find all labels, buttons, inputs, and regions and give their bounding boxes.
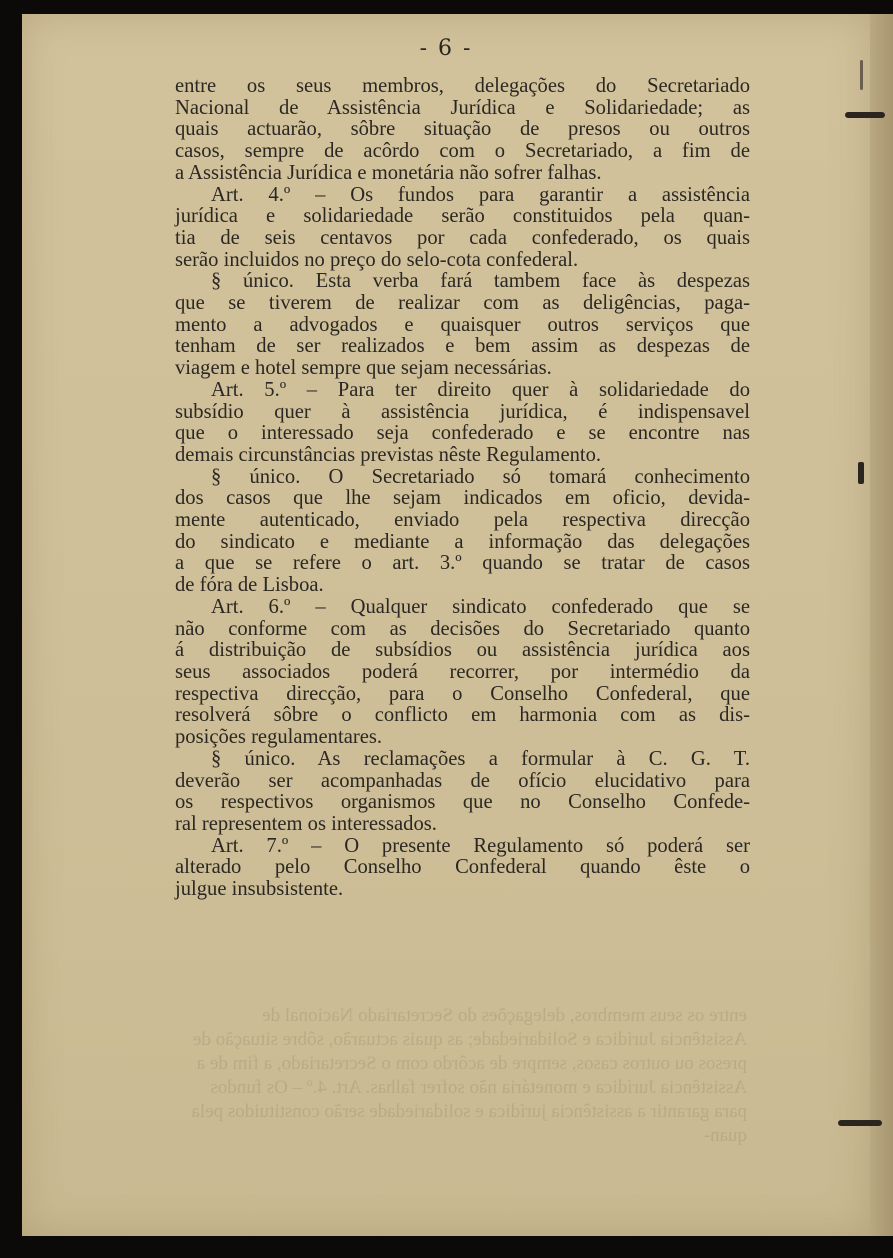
body-text xyxy=(175,76,750,901)
text-line: Art. 7.º – O presente Regulamento só poderá ser xyxy=(211,834,750,857)
binding-edge xyxy=(870,14,893,1236)
text-line: mente autenticado, enviado pela respectiva direcção xyxy=(175,509,750,532)
text-line: os respectivos organismos que no Conselho Confede- xyxy=(175,791,750,814)
text-line: Art. 6.º – Qualquer sindicato confederado que se xyxy=(211,595,750,618)
text-line: posições regulamentares. xyxy=(175,726,383,749)
text-line: entre os seus membros, delegações do Secretariado xyxy=(175,75,750,97)
text-line: tenham de ser realizados e bem assim as despezas de xyxy=(175,335,750,358)
bleed-through-text: entre os seus membros, delegações do Secretariado Nacional de Assistência Jurídica e Solidariedade; as quais actuarão, sôbre situação de presos ou outros casos, sempre de acôrdo com o Secretariado, a fim de a Assistência Jurídica e monetária não sofrer falhas. Art. 4.º – Os fundos para garantir a assistência jurídica e solidariedade serão constituidos pela quan- xyxy=(191,1005,747,1146)
text-line: á distribuição de subsídios ou assistência jurídica aos xyxy=(175,639,750,662)
text-line: quais actuarão, sôbre situação de presos ou outros xyxy=(175,118,750,141)
text-line: de fóra de Lisboa. xyxy=(175,574,324,597)
text-line: resolverá sôbre o conflicto em harmonia com as dis- xyxy=(175,704,750,727)
document-page xyxy=(22,14,870,1236)
text-line: casos, sempre de acôrdo com o Secretariado, a fim de xyxy=(175,140,750,163)
text-line: viagem e hotel sempre que sejam necessárias. xyxy=(175,357,552,380)
text-line: demais circunstâncias previstas nêste Regulamento. xyxy=(175,443,602,466)
binding-mark xyxy=(845,112,885,118)
text-line: subsídio quer à assistência jurídica, é indispensavel xyxy=(175,400,750,423)
text-line: seus associados poderá recorrer, por intermédio da xyxy=(175,660,750,683)
text-line: mento a advogados e quaisquer outros serviços que xyxy=(175,313,750,336)
text-line: que se tiverem de realizar com as deligências, paga- xyxy=(175,292,750,315)
text-line: Art. 5.º – Para ter direito quer à solidariedade do xyxy=(211,378,750,401)
text-line: julgue insubsistente. xyxy=(175,878,344,901)
text-line: respectiva direcção, para o Conselho Confederal, que xyxy=(175,682,750,705)
text-line: tia de seis centavos por cada confederado, os quais xyxy=(175,226,750,249)
binding-mark xyxy=(860,60,863,90)
text-line: que o interessado seja confederado e se encontre nas xyxy=(175,422,750,445)
text-line: § único. Esta verba fará tambem face às despezas xyxy=(211,270,750,293)
text-line: alterado pelo Conselho Confederal quando êste o xyxy=(175,856,750,879)
text-line: Art. 4.º – Os fundos para garantir a assistência xyxy=(211,183,750,206)
text-line: ral representem os interessados. xyxy=(175,812,437,835)
binding-mark xyxy=(838,1120,882,1126)
text-line: dos casos que lhe sejam indicados em oficio, devida- xyxy=(175,487,750,510)
text-line: Nacional de Assistência Jurídica e Solidariedade; as xyxy=(175,96,750,119)
text-line: deverão ser acompanhadas de ofício elucidativo para xyxy=(175,769,750,792)
text-line: § único. O Secretariado só tomará conhecimento xyxy=(211,465,750,488)
page-number: - 6 - xyxy=(419,36,473,61)
text-line: serão incluidos no preço do selo-cota confederal. xyxy=(175,248,579,271)
text-line: a Assistência Jurídica e monetária não sofrer falhas. xyxy=(175,161,602,184)
text-line: jurídica e solidariedade serão constituidos pela quan- xyxy=(175,205,750,228)
binding-mark xyxy=(858,462,864,484)
text-line: do sindicato e mediante a informação das delegações xyxy=(175,530,750,553)
text-line: § único. As reclamações a formular à C. G. T. xyxy=(211,747,750,770)
text-line: a que se refere o art. 3.º quando se tratar de casos xyxy=(175,552,750,575)
text-line: não conforme com as decisões do Secretariado quanto xyxy=(175,617,750,640)
